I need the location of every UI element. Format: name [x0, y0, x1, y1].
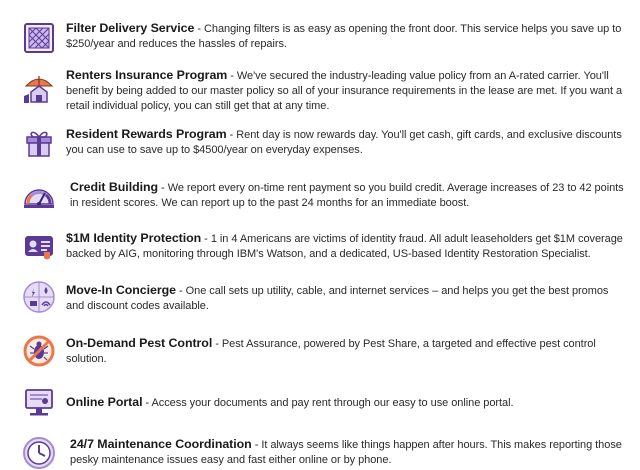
umbrella-house-icon: [22, 72, 56, 106]
service-title: 24/7 Maintenance Coordination: [70, 437, 252, 451]
service-title: Resident Rewards Program: [66, 127, 227, 141]
service-text: 24/7 Maintenance Coordination - It always seems like things happen after hours. This makes reporting those pesky maintenance issues easy and fast either online or by phone.: [70, 437, 622, 467]
service-description: Access your documents and pay rent through our easy to use online portal.: [151, 397, 514, 409]
service-description: Changing filters is as easy as opening the front door. This service helps you save up to $250/year and reduces the hassles of repairs.: [66, 23, 622, 51]
credit-gauge-icon: [22, 178, 56, 212]
service-text: Credit Building - We report every on-time rent payment so you build credit. Average increases of 23 to 42 points in resident scores. We can report up to the past 24 months for an immediate boost.: [70, 180, 624, 210]
service-description: We report every on-time rent payment so you build credit. Average increases of 23 to 42 points in resident scores. We can report up to the past 24 months for an immediate boost.: [70, 182, 624, 210]
gift-icon: [22, 125, 56, 159]
service-text: Resident Rewards Program - Rent day is now rewards day. You'll get cash, gift cards, and exclusive discounts you can use to save up to $4500/year on everyday expenses.: [66, 127, 622, 157]
service-text: $1M Identity Protection - 1 in 4 Americans are victims of identity fraud. All adult leaseholders get $1M coverage backed by AIG, monitoring through IBM's Watson, and a dedicated, US-based Identity Restoration Specialist.: [66, 231, 623, 261]
service-text: On-Demand Pest Control - Pest Assurance, powered by Pest Share, a targeted and effective pest control solution.: [66, 336, 596, 366]
clock-24-icon: [22, 436, 56, 470]
id-card-icon: [22, 230, 56, 264]
filter-icon: [22, 21, 56, 55]
service-description: Rent day is now rewards day. You'll get cash, gift cards, and exclusive discounts you can use to save up to $4500/year on everyday expenses.: [66, 129, 622, 157]
service-title: Renters Insurance Program: [66, 68, 228, 82]
service-text: Renters Insurance Program - We've secured the industry-leading value policy from an A-rated carrier. You'll benefit by being added to our master policy so all of your insurance requirements in the lease are met. If you want a retail individual policy, you can still get that at any time.: [66, 68, 623, 113]
service-title: Online Portal: [66, 395, 143, 409]
service-text: Online Portal - Access your documents and pay rent through our easy to use online portal.: [66, 395, 514, 409]
service-title: $1M Identity Protection: [66, 231, 202, 245]
service-description: One call sets up utility, cable, and internet services – and helps you get the best promos and discount codes available.: [66, 285, 609, 313]
service-title: Move-In Concierge: [66, 283, 176, 297]
service-description: 1 in 4 Americans are victims of identity fraud. All adult leaseholders get $1M coverage backed by AIG, monitoring through IBM's Watson, and a dedicated, US-based Identity Restoration Specialist.: [66, 233, 623, 261]
pest-control-icon: [22, 334, 56, 368]
service-description: Pest Assurance, powered by Pest Share, a targeted and effective pest control solution.: [66, 338, 596, 366]
service-title: Credit Building: [70, 180, 159, 194]
service-text: Move-In Concierge - One call sets up utility, cable, and internet services – and helps you get the best promos and discount codes available.: [66, 283, 609, 313]
computer-portal-icon: [22, 385, 56, 419]
service-text: Filter Delivery Service - Changing filters is as easy as opening the front door. This service helps you save up to $250/year and reduces the hassles of repairs.: [66, 21, 622, 51]
service-description: We've secured the industry-leading value policy from an A-rated carrier. You'll benefit by being added to our master policy so all of your insurance requirements in the lease are met. If you want a retail individual policy, you can still get that at any time.: [66, 70, 623, 113]
service-title: Filter Delivery Service: [66, 21, 195, 35]
utilities-icon: [22, 280, 56, 314]
service-description: It always seems like things happen after hours. This makes reporting those pesky maintenance issues easy and fast either online or by phone.: [70, 439, 622, 467]
service-title: On-Demand Pest Control: [66, 336, 213, 350]
